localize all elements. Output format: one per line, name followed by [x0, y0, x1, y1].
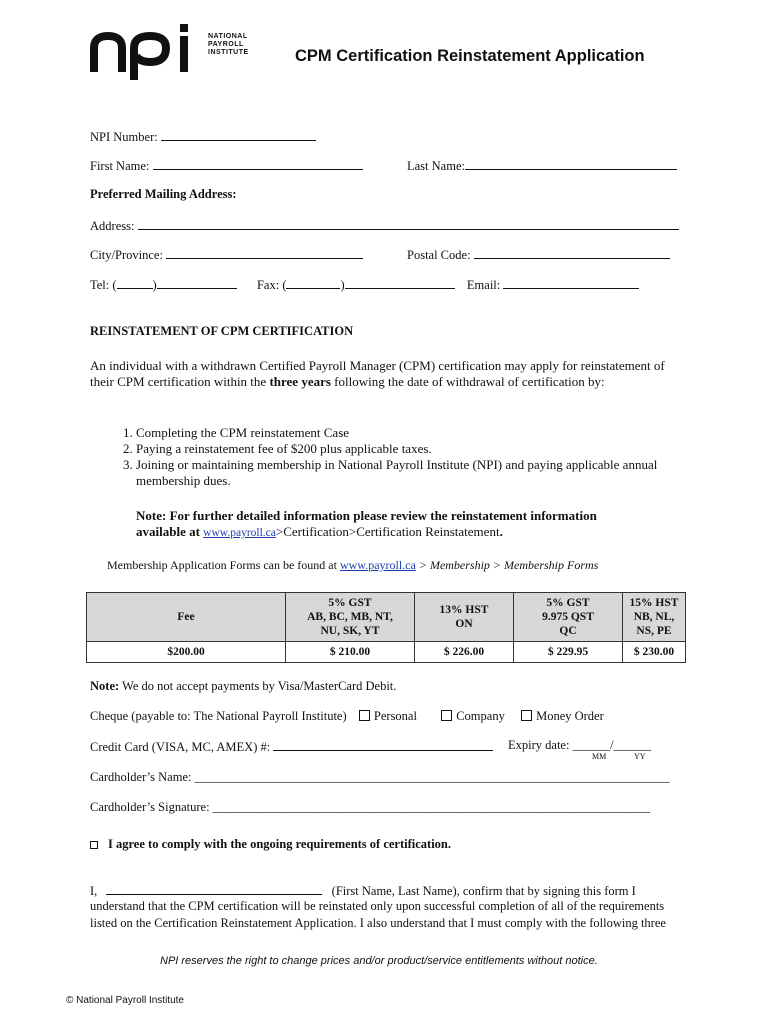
agreement-row: [90, 837, 451, 852]
tel-label: Tel: (: [90, 278, 117, 292]
gst-value: $ 210.00: [286, 642, 415, 663]
company-label: Company: [456, 709, 505, 723]
membership-text-2: > Membership > Membership Forms: [415, 558, 599, 572]
company-option[interactable]: [441, 709, 505, 723]
header-gst: 5% GST AB, BC, MB, NT, NU, SK, YT: [286, 593, 415, 642]
fax-close: ): [340, 278, 345, 292]
address-input[interactable]: [138, 217, 679, 230]
footer-disclaimer: NPI reserves the right to change prices and/or product/service entitlements without notice.: [160, 955, 598, 967]
city-row: [90, 246, 363, 263]
membership-line: [107, 558, 598, 573]
intro-paragraph: [90, 358, 680, 390]
info-note: [136, 508, 646, 541]
credit-card-input[interactable]: [273, 738, 493, 751]
money-order-checkbox[interactable]: [521, 710, 532, 721]
confirm-line-3: listed on the Certification Reinstatement Application. I also understand that I must comply with the following three: [90, 916, 666, 930]
hst-on-value: $ 226.00: [415, 642, 514, 663]
expiry-field[interactable]: Expiry date: ______/______: [508, 738, 652, 752]
confirm-line-1: [90, 882, 636, 899]
fax-input[interactable]: [345, 276, 455, 289]
last-name-row: [407, 157, 677, 174]
credit-card-row: [90, 738, 493, 755]
intro-text-2: following the date of withdrawal of certification by:: [330, 374, 605, 389]
npi-number-input[interactable]: [161, 128, 316, 141]
note-end: .: [499, 524, 503, 539]
email-label: Email:: [466, 278, 501, 292]
city-input[interactable]: [166, 246, 363, 259]
page-title: CPM Certification Reinstatement Application: [295, 47, 645, 65]
postal-row: [407, 246, 670, 263]
postal-label: Postal Code:: [407, 248, 471, 262]
credit-card-label: Credit Card (VISA, MC, AMEX) #:: [90, 740, 271, 754]
step-item: 1. Completing the CPM reinstatement Case: [136, 425, 696, 441]
preferred-mailing-heading: Preferred Mailing Address:: [90, 187, 237, 201]
last-name-input[interactable]: [465, 157, 677, 170]
agreement-checkbox[interactable]: [90, 841, 98, 849]
first-name-input[interactable]: [153, 157, 363, 170]
payment-note-label: Note:: [90, 679, 120, 693]
email-input[interactable]: [503, 276, 639, 289]
header-hst-atl: 15% HST NB, NL, NS, PE: [623, 593, 686, 642]
membership-text-1: Membership Application Forms can be found at: [107, 558, 340, 572]
npi-logo: [88, 22, 248, 80]
step-item: 3. Joining or maintaining membership in National Payroll Institute (NPI) and paying applicable annual membership dues.: [136, 457, 696, 489]
company-checkbox[interactable]: [441, 710, 452, 721]
cheque-row: [90, 709, 604, 724]
expiry-yy-label: YY: [634, 752, 646, 761]
tel-input[interactable]: [157, 276, 237, 289]
city-label: City/Province:: [90, 248, 163, 262]
qst-value: $ 229.95: [514, 642, 623, 663]
personal-checkbox[interactable]: [359, 710, 370, 721]
header-fee: Fee: [87, 593, 286, 642]
fax-area-input[interactable]: [286, 276, 340, 289]
cardholder-signature-field[interactable]: Cardholder’s Signature: ______________________________________________________________________: [90, 800, 651, 814]
first-name-row: [90, 157, 363, 174]
expiry-row[interactable]: [508, 738, 651, 753]
cardholder-name-field[interactable]: Cardholder’s Name: ____________________________________________________________________________: [90, 770, 670, 784]
cheque-label: Cheque (payable to: The National Payroll Institute): [90, 709, 347, 723]
personal-label: Personal: [373, 709, 417, 723]
npi-logo-mark: [88, 22, 208, 80]
confirm-text-1: (First Name, Last Name), confirm that by signing this form I: [331, 884, 636, 898]
fee-table-header: [87, 593, 686, 642]
payment-note: [90, 679, 396, 694]
money-order-option[interactable]: [521, 709, 604, 723]
tel-area-input[interactable]: [117, 276, 153, 289]
intro-bold: three years: [269, 374, 331, 389]
contact-row: [90, 276, 639, 293]
note-text-2: >Certification>Certification Reinstatement: [275, 524, 500, 539]
logo-line-2: PAYROLL: [208, 41, 244, 48]
i-label: I,: [90, 884, 98, 898]
fee-table-row: [87, 642, 686, 663]
address-row: [90, 217, 679, 234]
confirm-name-input[interactable]: [106, 882, 322, 895]
membership-link[interactable]: www.payroll.ca: [339, 558, 416, 572]
header-hst-on: 13% HST ON: [415, 593, 514, 642]
note-text-1: Note: For further detailed information please review the reinstatement information available at: [136, 508, 597, 539]
section-heading: REINSTATEMENT OF CPM CERTIFICATION: [90, 324, 354, 338]
personal-option[interactable]: [359, 709, 417, 723]
postal-input[interactable]: [474, 246, 670, 259]
address-label: Address:: [90, 219, 135, 233]
fee-value: $200.00: [87, 642, 286, 663]
intro-text-1: An individual with a withdrawn Certified Payroll Manager (CPM) certification may apply for reinstatement of their CPM certification within the: [90, 358, 665, 389]
expiry-mm-label: MM: [592, 752, 607, 761]
note-link[interactable]: www.payroll.ca: [203, 527, 276, 539]
npi-number-label: NPI Number:: [90, 130, 158, 144]
fax-label: Fax: (: [256, 278, 287, 292]
npi-number-row: [90, 128, 316, 145]
first-name-label: First Name:: [90, 159, 150, 173]
footer-copyright: © National Payroll Institute: [66, 995, 184, 1006]
header-gst-qst: 5% GST 9.975 QST QC: [514, 593, 623, 642]
logo-line-3: INSTITUTE: [208, 49, 249, 56]
fee-table: [86, 592, 686, 663]
money-order-label: Money Order: [536, 709, 604, 723]
tel-close: ): [152, 278, 157, 292]
confirm-line-2: understand that the CPM certification will be reinstated only upon successful completion of all of the requirements: [90, 899, 665, 913]
agreement-label: I agree to comply with the ongoing requirements of certification.: [108, 837, 452, 851]
steps-list: [92, 425, 696, 489]
last-name-label: Last Name:: [407, 159, 465, 173]
hst-atl-value: $ 230.00: [623, 642, 686, 663]
logo-line-1: NATIONAL: [208, 33, 248, 40]
step-item: 2. Paying a reinstatement fee of $200 plus applicable taxes.: [136, 441, 696, 457]
payment-note-text: We do not accept payments by Visa/MasterCard Debit.: [119, 679, 397, 693]
